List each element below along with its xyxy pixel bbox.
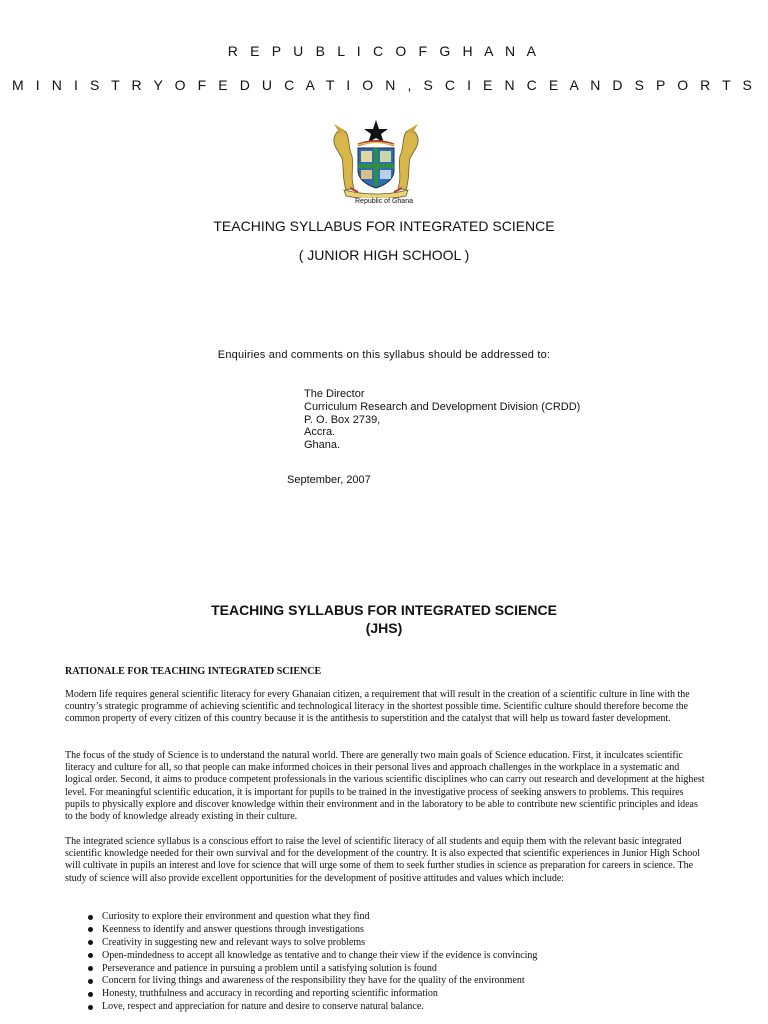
list-item: Open-mindedness to accept all knowledge as tentative and to change their view if the evidence is convincing	[86, 950, 537, 963]
crest-caption: Republic of Ghana	[355, 198, 413, 205]
section-title: TEACHING SYLLABUS FOR INTEGRATED SCIENCE	[211, 602, 557, 618]
address-line: P. O. Box 2739,	[304, 413, 381, 426]
list-item: Perseverance and patience in pursuing a problem until a satisfying solution is found	[86, 963, 537, 976]
address-block	[304, 388, 580, 452]
coat-of-arms-icon	[328, 118, 424, 198]
rationale-paragraph: Modern life requires general scientific literacy for every Ghanaian citizen, a requirement that will result in the creation of a scientific culture in line with the country’s strategic programme of achieving scientific and technological literacy in the shortest possible time. Scientific culture should therefore become the common property of every citizen of this country because it is the antithesis to superstition and the catalyst that will help us toward faster development.	[65, 689, 690, 725]
address-line: Curriculum Research and Development Division (CRDD)	[304, 400, 581, 413]
syllabus-date: September, 2007	[287, 474, 371, 486]
list-item: Concern for living things and awareness of the responsibility they have for the quality of the environment	[86, 975, 537, 988]
cover-subtitle: ( JUNIOR HIGH SCHOOL )	[298, 247, 470, 263]
header-republic: R E P U B L I C O F G H A N A	[227, 43, 541, 59]
list-item: Creativity in suggesting new and relevant ways to solve problems	[86, 937, 537, 950]
values-list	[86, 911, 537, 1014]
enquiries-text: Enquiries and comments on this syllabus should be addressed to:	[217, 349, 551, 361]
address-line: Ghana.	[304, 439, 341, 452]
list-item: Honesty, truthfulness and accuracy in recording and reporting scientific information	[86, 988, 537, 1001]
list-item: Keenness to identify and answer questions through investigations	[86, 924, 537, 937]
address-line: Accra.	[304, 426, 336, 439]
header-ministry: M I N I S T R Y O F E D U C A T I O N , S C I E N C E A N D S P O R T S	[12, 77, 756, 93]
rationale-heading: RATIONALE FOR TEACHING INTEGRATED SCIENCE	[65, 666, 322, 677]
rationale-paragraph: The integrated science syllabus is a conscious effort to raise the level of scientific literacy of all students and equip them with the relevant basic integrated scientific knowledge needed for their own survival and for the development of the country. It is also expected that scientific experiences in Junior High School will cultivate in pupils an interest and love for science that will urge some of them to seek further studies in science as preparation for careers in science. The study of science will also provide excellent opportunities for the development of positive attitudes and values which include:	[65, 836, 700, 884]
address-line: The Director	[304, 388, 365, 400]
list-item: Curiosity to explore their environment and question what they find	[86, 911, 537, 924]
list-item: Love, respect and appreciation for nature and desire to conserve natural balance.	[86, 1001, 537, 1014]
cover-title: TEACHING SYLLABUS FOR INTEGRATED SCIENCE	[213, 218, 555, 234]
section-subtitle: (JHS)	[365, 620, 403, 636]
rationale-paragraph: The focus of the study of Science is to understand the natural world. There are generally two main goals of Science education. First, it inculcates scientific literacy and culture for all, so that people can make informed choices in their personal lives and approach challenges in the workplace in a systematic and logical order. Second, it aims to produce competent professionals in the various scientific disciplines who can carry out research and development at the highest level. For meaningful scientific education, it is important for pupils to be trained in the investigative process of seeking answers to problems. This requires pupils to physically explore and discover knowledge within their environment and in the laboratory to be able to contribute new scientific principles and ideas to the body of knowledge already existing in their culture.	[65, 750, 705, 823]
